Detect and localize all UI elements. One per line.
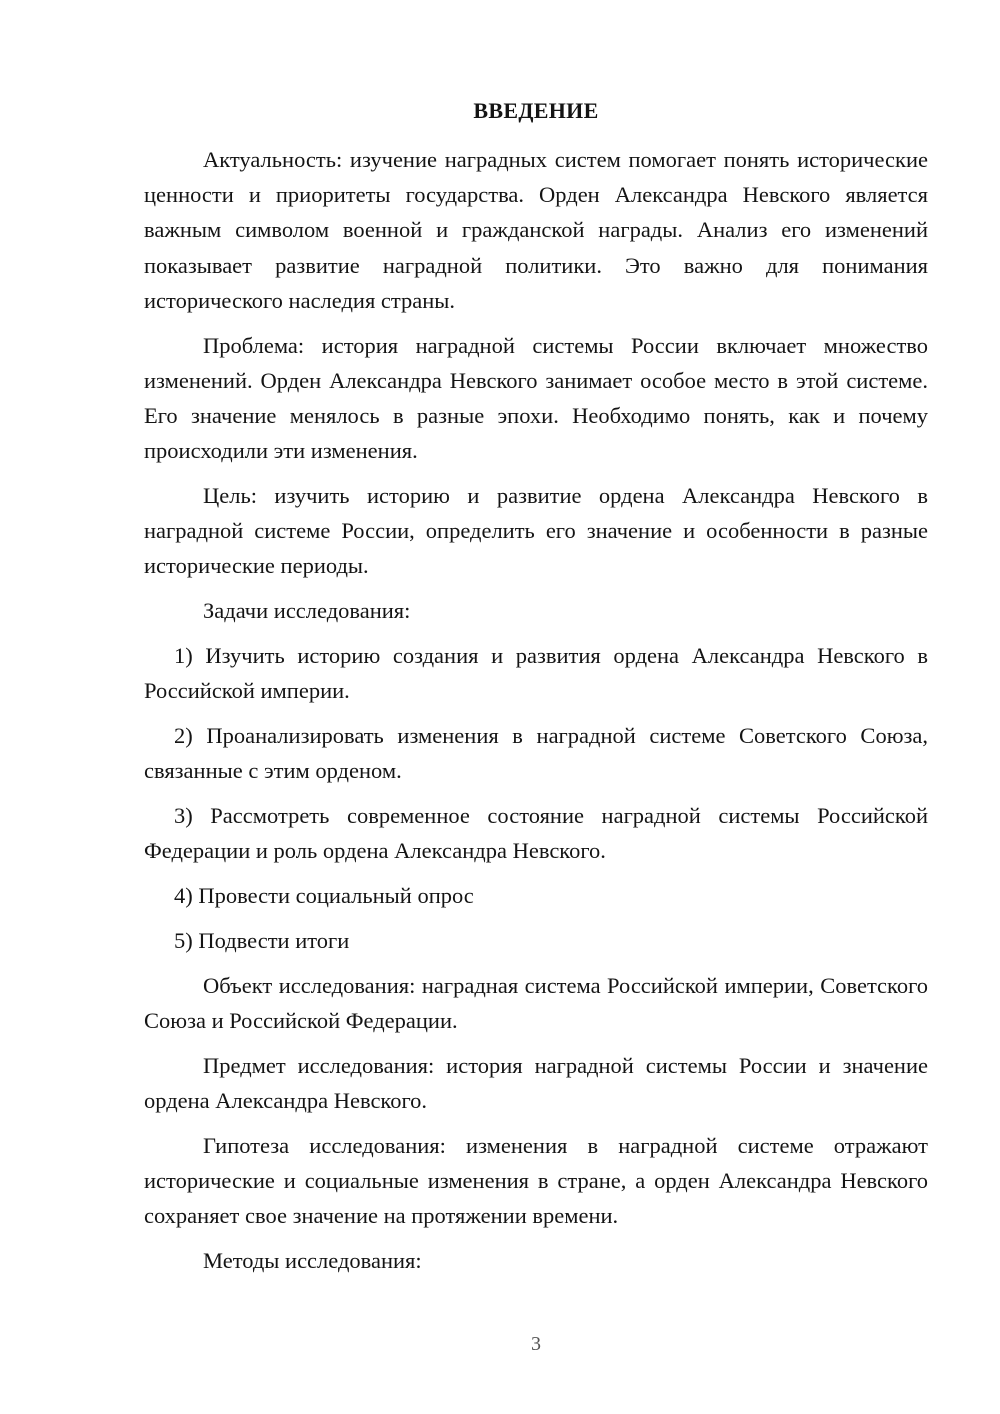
paragraph-subject: Предмет исследования: история наградной системы России и значение ордена Александра Невского.: [144, 1052, 928, 1113]
task-item-5: 5) Подвести итоги: [174, 927, 350, 953]
page-number: 3: [531, 1333, 541, 1355]
paragraph-tasks-heading: Задачи исследования:: [203, 598, 411, 624]
paragraph-methods: Методы исследования:: [203, 1247, 422, 1273]
page-title: ВВЕДЕНИЕ: [473, 98, 599, 123]
task-item-1: 1) Изучить историю создания и развития ордена Александра Невского в Российской империи.: [144, 643, 928, 704]
paragraph-goal: Цель: изучить историю и развитие ордена Александра Невского в наградной системе России, определить его значение и особенности в разные исторические периоды.: [144, 483, 928, 579]
task-item-4: 4) Провести социальный опрос: [174, 883, 474, 909]
task-item-3: 3) Рассмотреть современное состояние наградной системы Российской Федерации и роль ордена Александра Невского.: [144, 803, 928, 864]
paragraph-object: Объект исследования: наградная система Российской империи, Советского Союза и Российской Федерации.: [144, 972, 928, 1033]
paragraph-problem: Проблема: история наградной системы России включает множество изменений. Орден Александра Невского занимает особое место в этой системе. Его значение менялось в разные эпохи. Необходимо понять, как и почему происходили эти изменения.: [144, 332, 928, 464]
paragraph-relevance: Актуальность: изучение наградных систем помогает понять исторические ценности и приоритеты государства. Орден Александра Невского является важным символом военной и гражданской награды. Анализ его изменений показывает развитие наградной политики. Это важно для понимания исторического наследия страны.: [144, 147, 928, 313]
paragraph-hypothesis: Гипотеза исследования: изменения в наградной системе отражают исторические и социальные изменения в стране, а орден Александра Невского сохраняет свое значение на протяжении времени.: [144, 1132, 928, 1229]
body-text: [144, 142, 928, 1288]
task-item-2: 2) Проанализировать изменения в наградной системе Советского Союза, связанные с этим орденом.: [144, 723, 928, 784]
